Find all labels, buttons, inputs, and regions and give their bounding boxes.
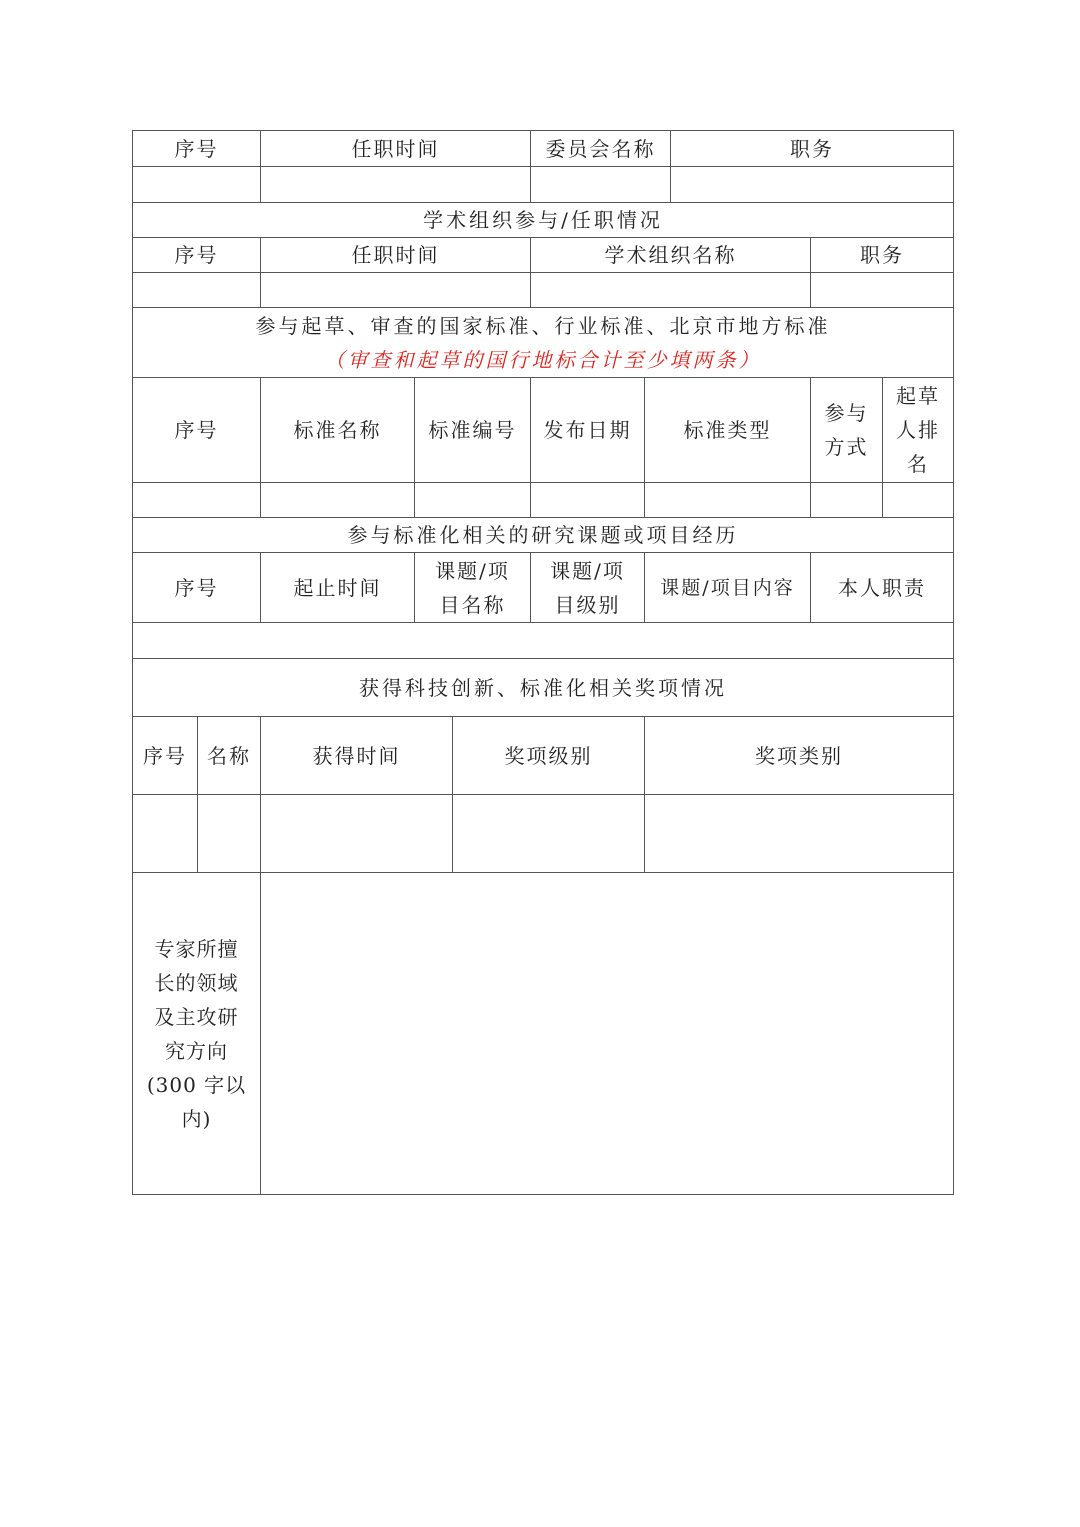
academic-position-header: 职务 — [810, 238, 953, 272]
project-content-header: 课题/项目内容 — [644, 553, 810, 622]
expertise-line-1: 专家所擅 — [154, 936, 239, 961]
participation-method-header — [810, 378, 882, 482]
academic-seq-input[interactable] — [133, 273, 260, 307]
project-role-header: 本人职责 — [810, 553, 953, 622]
academic-org-header: 学术组织名称 — [530, 238, 810, 272]
release-date-input[interactable] — [530, 483, 644, 517]
projects-section-title: 参与标准化相关的研究课题或项目经历 — [347, 523, 739, 547]
academic-tenure-header: 任职时间 — [260, 238, 530, 272]
ranking-line-2: 人排 — [896, 418, 940, 442]
standards-title-block — [133, 308, 953, 377]
committee-header-row — [133, 131, 953, 167]
drafter-rank-input[interactable] — [882, 483, 953, 517]
standard-code-header: 标准编号 — [414, 378, 530, 482]
release-date-header: 发布日期 — [530, 378, 644, 482]
academic-org-input[interactable] — [530, 273, 810, 307]
standards-requirement-note: （审查和起草的国行地标合计至少填两条） — [324, 347, 762, 372]
committee-name-header: 委员会名称 — [530, 131, 670, 166]
academic-tenure-input[interactable] — [260, 273, 530, 307]
project-level-line-2: 目级别 — [554, 592, 621, 617]
projects-entry-row — [133, 623, 953, 659]
expertise-row — [133, 873, 953, 1194]
award-category-input[interactable] — [644, 795, 953, 872]
award-category-header: 奖项类别 — [644, 717, 953, 794]
expertise-line-5: (300 字以 — [146, 1072, 247, 1097]
committee-seq-input[interactable] — [133, 167, 260, 202]
drafter-rank-header — [882, 378, 953, 482]
application-form-table — [132, 130, 954, 1195]
standards-title-row — [133, 308, 953, 378]
ranking-line-3: 名 — [907, 452, 929, 476]
standards-header-row — [133, 378, 953, 483]
committee-entry-row — [133, 167, 953, 203]
awards-seq-header: 序号 — [143, 743, 187, 768]
academic-seq-header: 序号 — [174, 243, 219, 267]
academic-title-row — [133, 203, 953, 238]
standards-entry-row — [133, 483, 953, 518]
committee-seq-header: 序号 — [174, 136, 219, 161]
expertise-label — [133, 873, 260, 1194]
standard-type-input[interactable] — [644, 483, 810, 517]
projects-seq-header: 序号 — [174, 575, 219, 600]
awards-header-row — [133, 717, 953, 795]
award-name-header: 名称 — [197, 717, 260, 794]
participation-line-1: 参与 — [824, 401, 869, 425]
participation-method-input[interactable] — [810, 483, 882, 517]
standard-name-header: 标准名称 — [260, 378, 414, 482]
project-period-header: 起止时间 — [260, 553, 414, 622]
academic-position-input[interactable] — [810, 273, 953, 307]
project-name-line-1: 课题/项 — [435, 558, 510, 583]
standards-seq-input[interactable] — [133, 483, 260, 517]
award-time-input[interactable] — [260, 795, 452, 872]
award-level-input[interactable] — [452, 795, 644, 872]
committee-position-input[interactable] — [670, 167, 953, 202]
award-time-header: 获得时间 — [260, 717, 452, 794]
standards-seq-header: 序号 — [174, 418, 219, 442]
committee-tenure-input[interactable] — [260, 167, 530, 202]
committee-tenure-header: 任职时间 — [260, 131, 530, 166]
committee-position-header: 职务 — [670, 131, 953, 166]
project-level-line-1: 课题/项 — [550, 558, 625, 583]
expertise-line-4: 究方向 — [165, 1038, 228, 1063]
standard-code-input[interactable] — [414, 483, 530, 517]
awards-seq-input[interactable] — [133, 795, 197, 872]
standard-name-input[interactable] — [260, 483, 414, 517]
awards-section-title: 获得科技创新、标准化相关奖项情况 — [359, 675, 727, 700]
awards-entry-row — [133, 795, 953, 873]
expertise-line-3: 及主攻研 — [154, 1004, 239, 1029]
standards-section-title: 参与起草、审查的国家标准、行业标准、北京市地方标准 — [255, 313, 831, 338]
award-level-header: 奖项级别 — [452, 717, 644, 794]
expertise-text-area[interactable] — [260, 873, 953, 1194]
project-name-header — [414, 553, 530, 622]
academic-section-title: 学术组织参与/任职情况 — [423, 208, 663, 232]
project-level-header — [530, 553, 644, 622]
projects-entry-input[interactable] — [133, 623, 953, 658]
participation-line-2: 方式 — [824, 435, 869, 459]
committee-name-input[interactable] — [530, 167, 670, 202]
academic-entry-row — [133, 273, 953, 308]
standard-type-header: 标准类型 — [644, 378, 810, 482]
academic-header-row — [133, 238, 953, 273]
expertise-line-6: 内) — [181, 1106, 212, 1131]
projects-header-row — [133, 553, 953, 623]
award-name-input[interactable] — [197, 795, 260, 872]
ranking-line-1: 起草 — [896, 384, 940, 408]
project-name-line-2: 目名称 — [439, 592, 506, 617]
awards-title-row — [133, 659, 953, 717]
projects-title-row — [133, 518, 953, 553]
expertise-line-2: 长的领域 — [154, 970, 239, 995]
